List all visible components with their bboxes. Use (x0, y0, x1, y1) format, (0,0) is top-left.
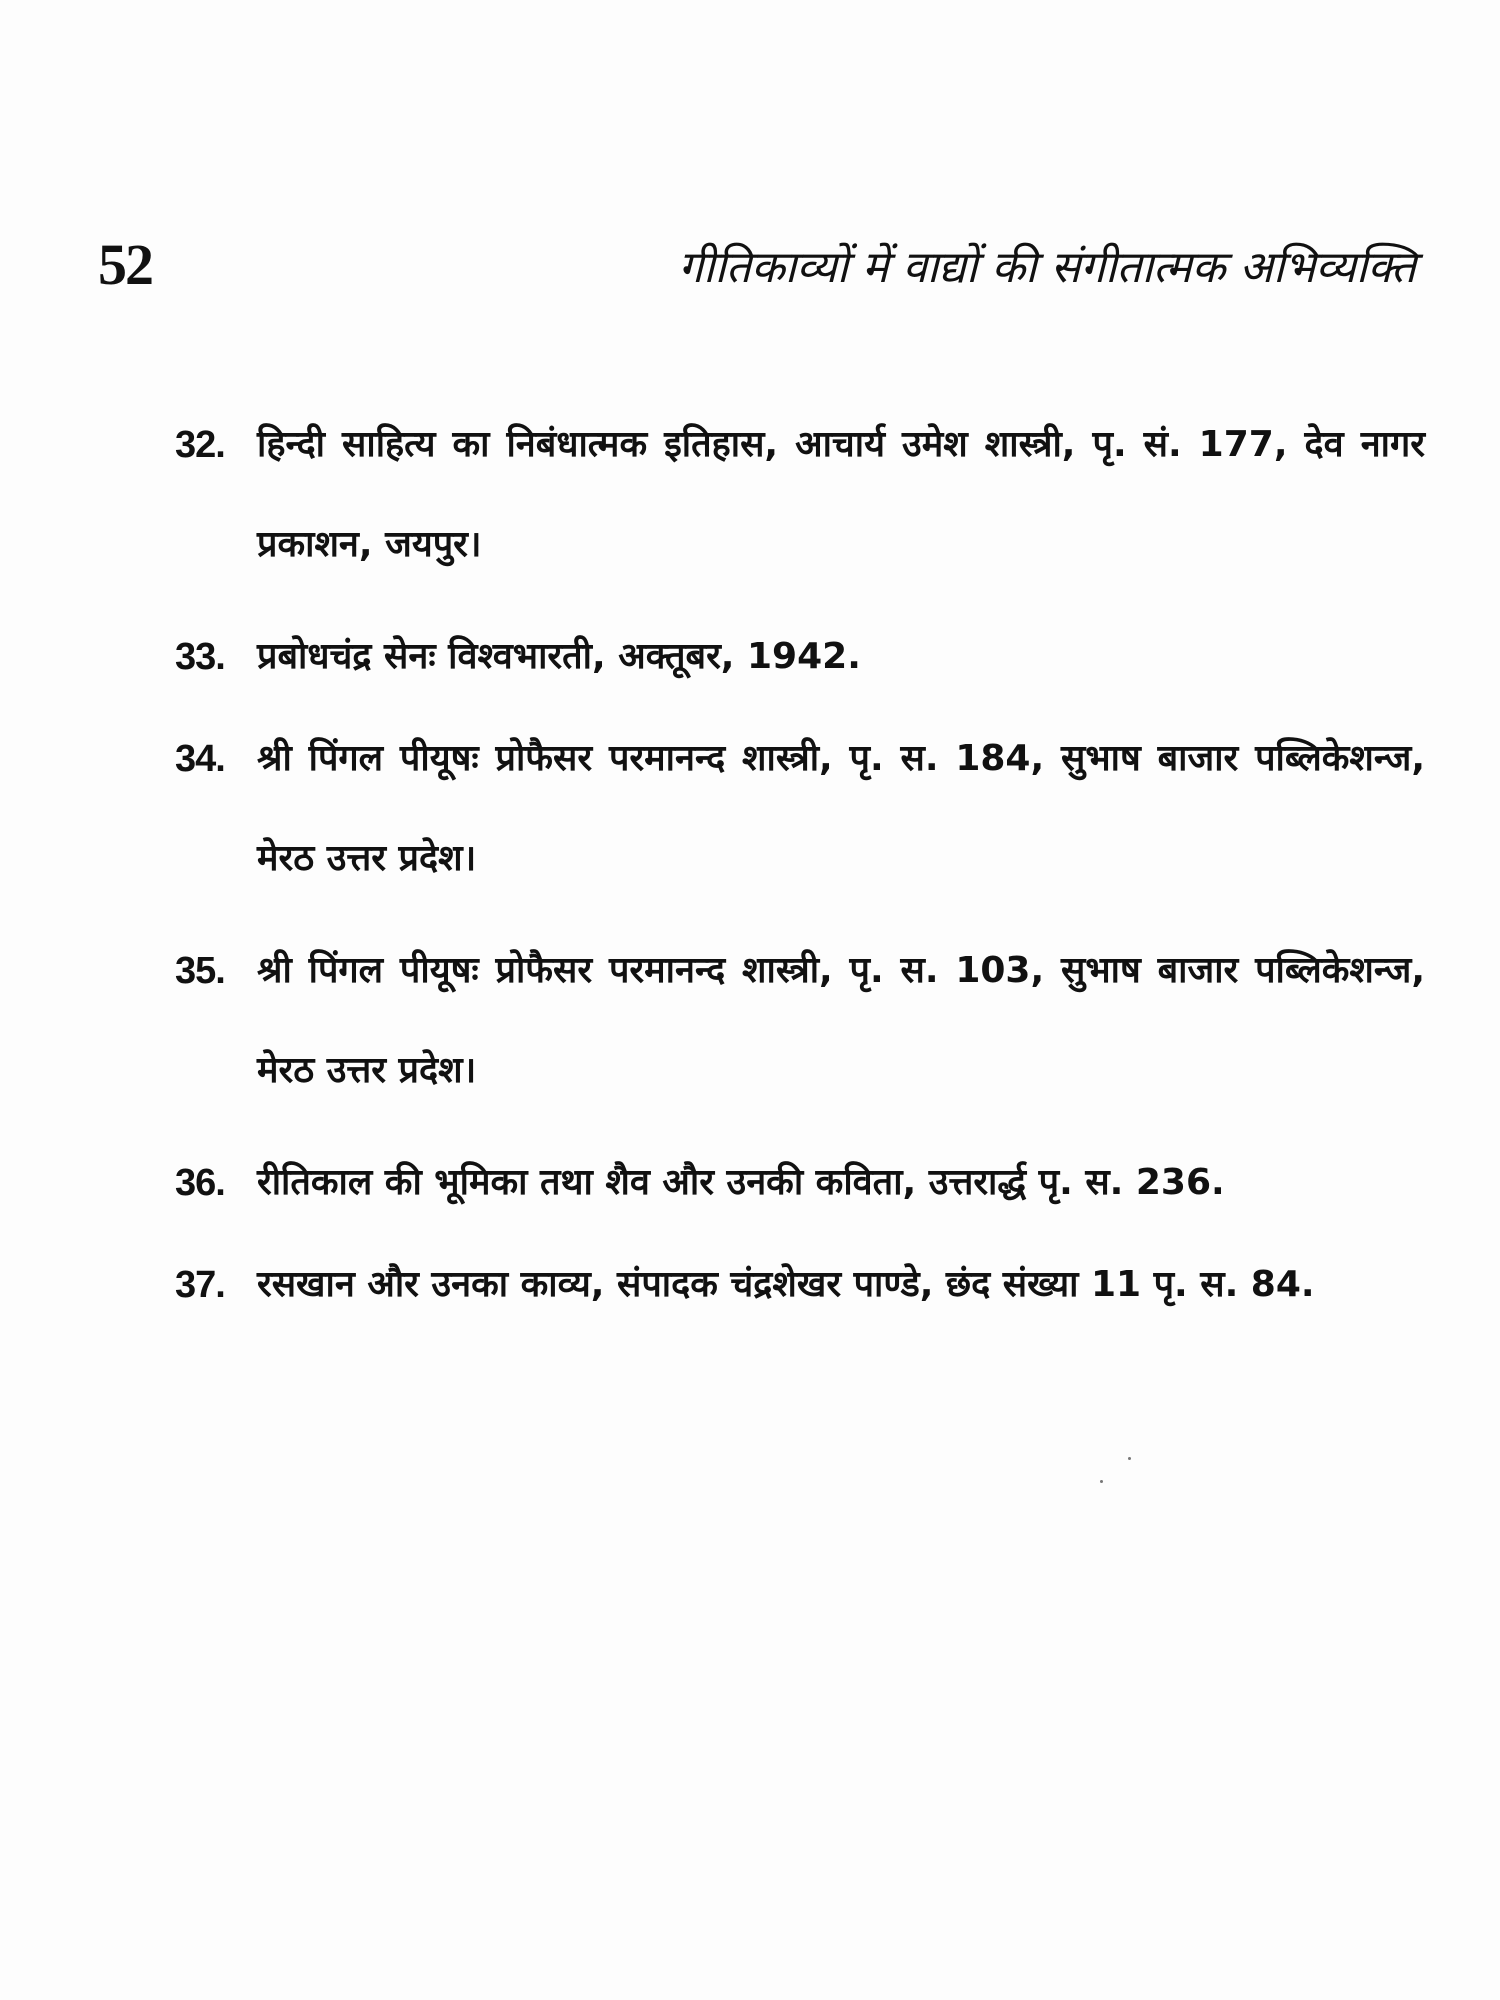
reference-text: श्री पिंगल पीयूषः प्रोफैसर परमानन्द शास्त्री, पृ. स. 103, सुभाष बाजार पब्लिकेशन्ज, मेरठ उत्तर प्रदेश। (257, 950, 1425, 1091)
reference-text: प्रबोधचंद्र सेनः विश्वभारती, अक्तूबर, 1942. (257, 636, 861, 677)
scan-speck (1100, 1480, 1103, 1483)
reference-number: 36. (175, 1162, 225, 1204)
reference-item (175, 607, 1425, 707)
reference-number: 35. (175, 950, 225, 992)
reference-text: हिन्दी साहित्य का निबंधात्मक इतिहास, आचार्य उमेश शास्त्री, पृ. सं. 177, देव नागर प्रकाशन, जयपुर। (257, 424, 1425, 565)
scan-speck (1128, 1457, 1131, 1460)
reference-text: रीतिकाल की भूमिका तथा शैव और उनकी कविता, उत्तरार्द्ध पृ. स. 236. (257, 1162, 1225, 1203)
reference-list (175, 395, 1425, 1337)
reference-number: 37. (175, 1264, 225, 1306)
reference-number: 34. (175, 738, 225, 780)
reference-item (175, 395, 1425, 595)
reference-text: रसखान और उनका काव्य, संपादक चंद्रशेखर पाण्डे, छंद संख्या 11 पृ. स. 84. (257, 1264, 1315, 1305)
reference-number: 32. (175, 424, 225, 466)
reference-item (175, 709, 1425, 909)
running-header-title: गीतिकाव्यों में वाद्यों की संगीतात्मक अभिव्यक्ति (678, 242, 1416, 293)
page-number: 52 (98, 232, 152, 297)
reference-number: 33. (175, 636, 225, 678)
reference-text: श्री पिंगल पीयूषः प्रोफैसर परमानन्द शास्त्री, पृ. स. 184, सुभाष बाजार पब्लिकेशन्ज, मेरठ उत्तर प्रदेश। (257, 738, 1425, 879)
reference-item (175, 1133, 1425, 1233)
reference-item (175, 1235, 1425, 1335)
reference-item (175, 921, 1425, 1121)
